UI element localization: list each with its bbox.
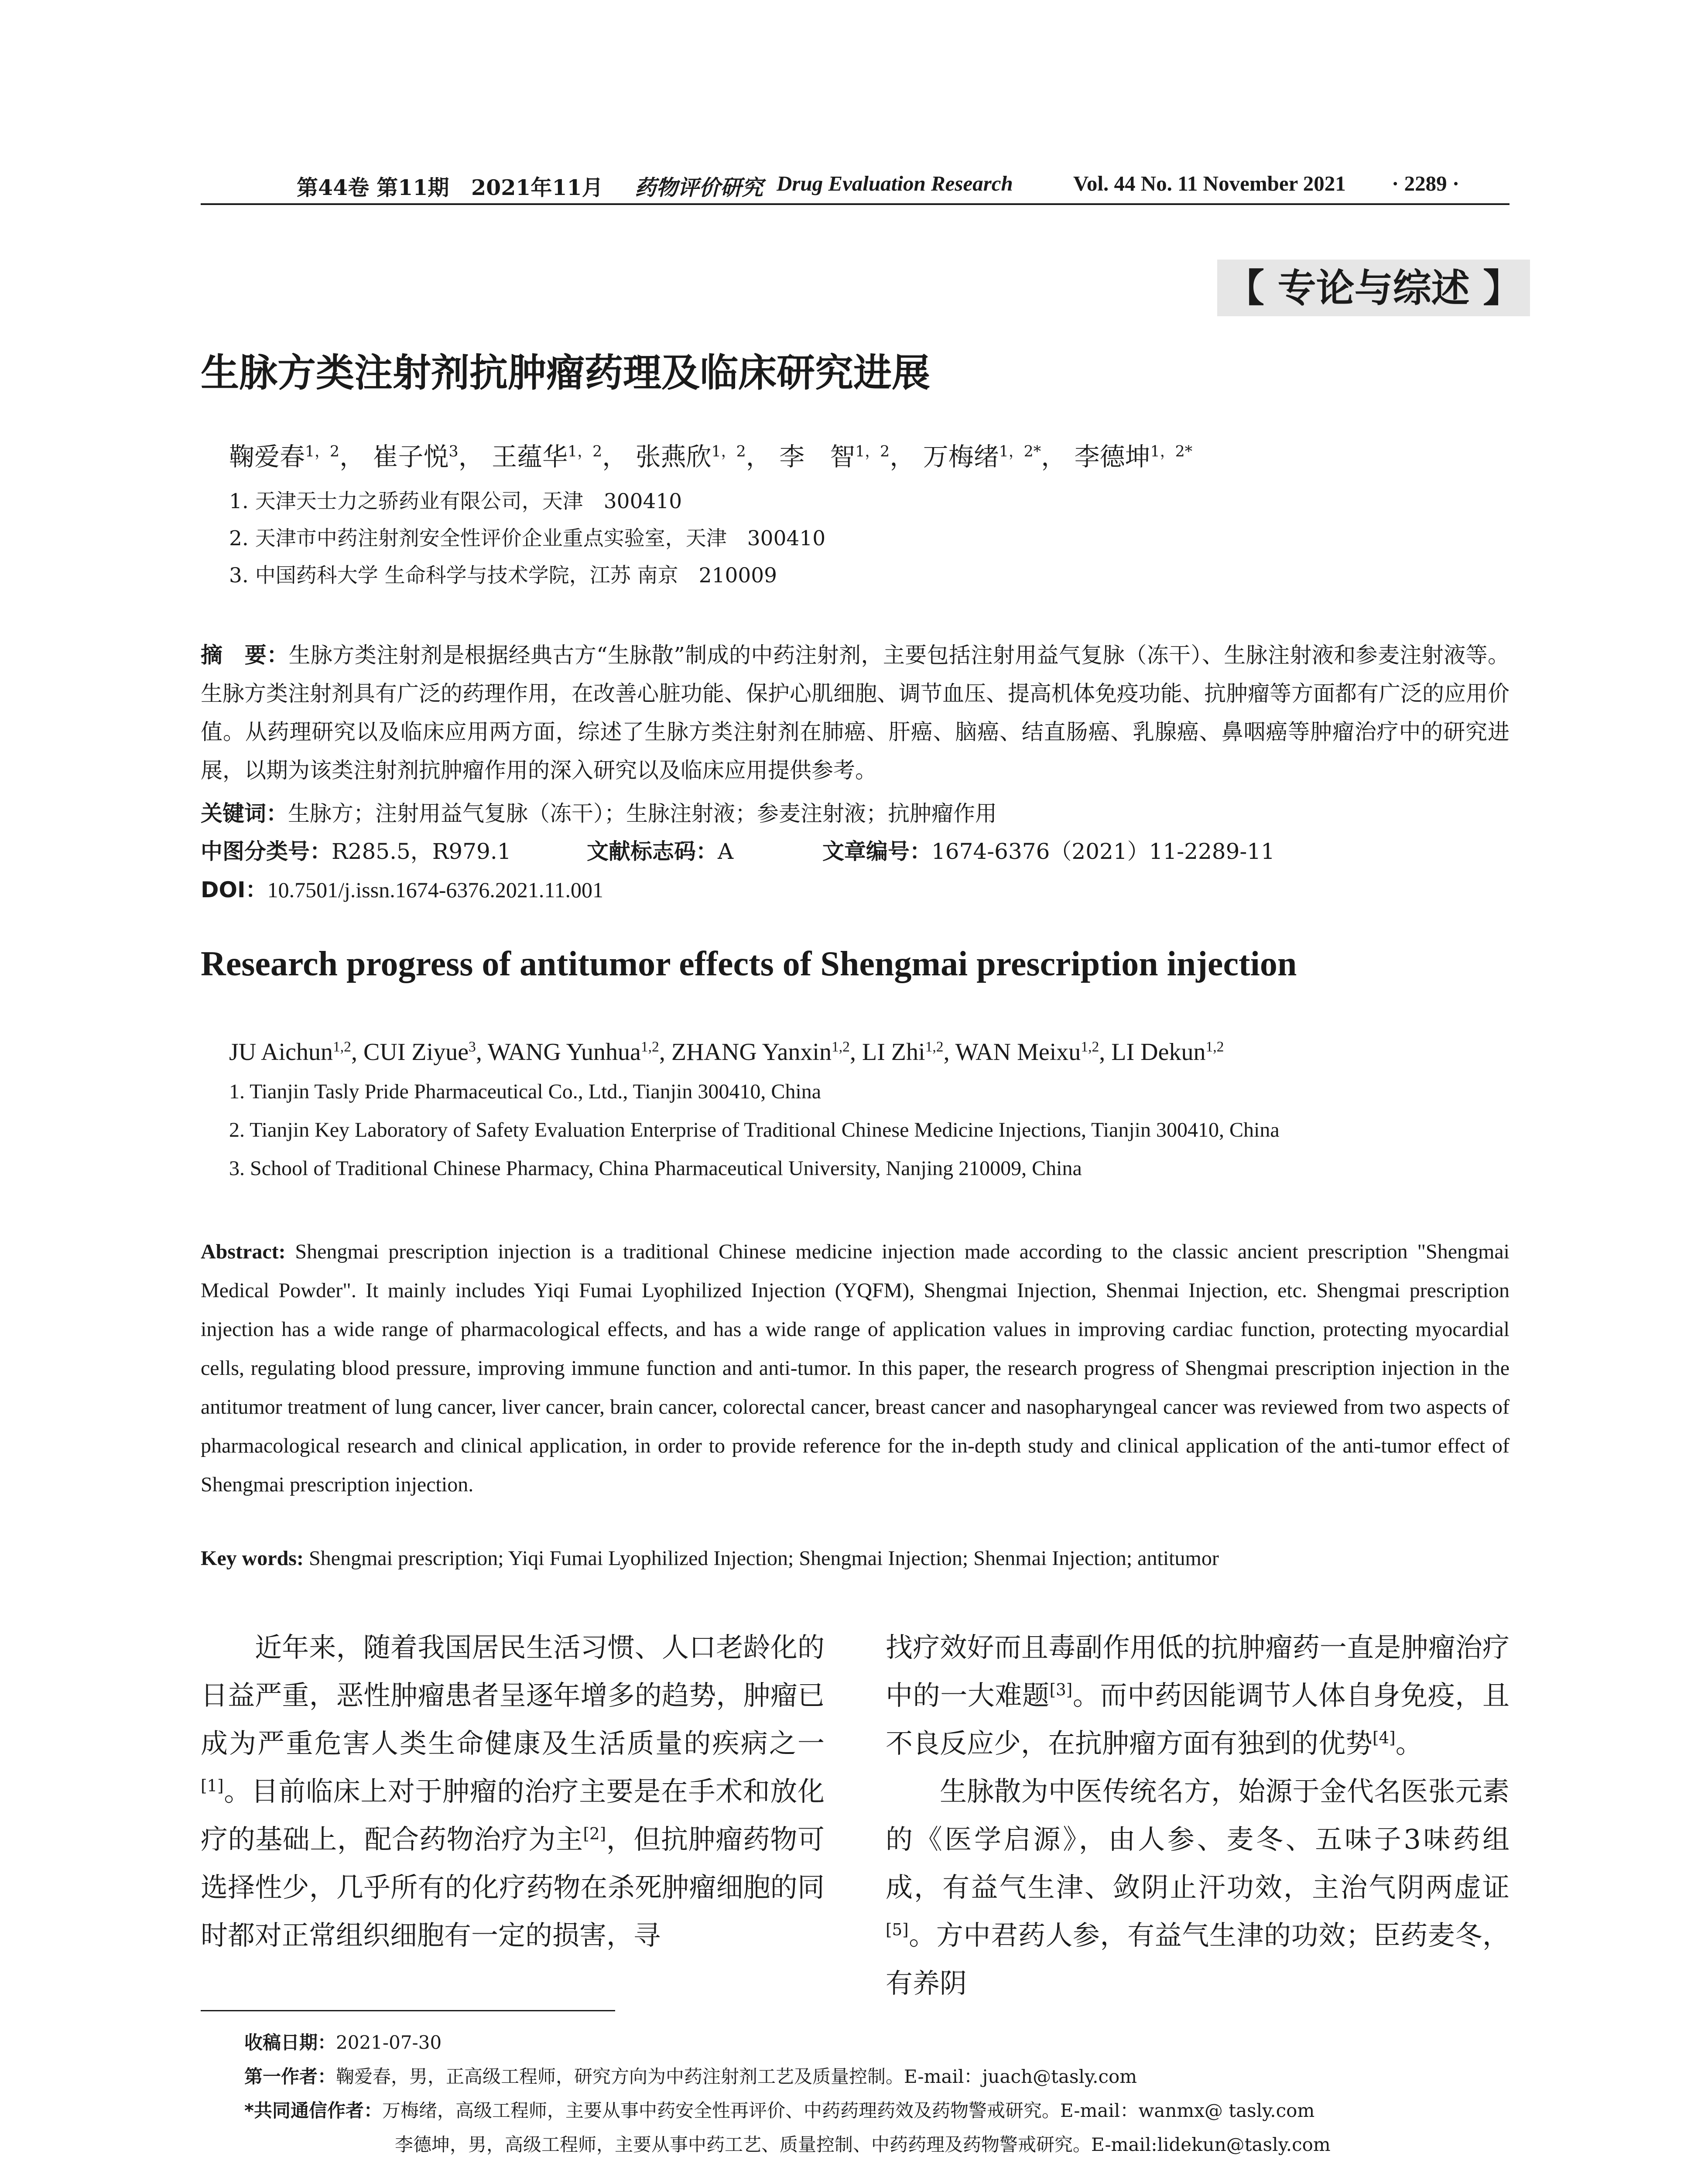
header-journal-en: Drug Evaluation Research (777, 171, 1013, 195)
article-title-cn: 生脉方类注射剂抗肿瘤药理及临床研究进展 (201, 350, 931, 395)
running-header (201, 171, 1509, 202)
authors-cn: 鞠爱春$^{1,2}$， 崔子悦$^3$， 王蕴华$^{1,2}$， 张燕欣$^{1,2}$， 李 智$^{1,2}$， 万梅绪$^{1,2*}$， 李德坤$^{1,2*}$ (229, 442, 1193, 472)
affiliation-en-1: 1. Tianjin Tasly Pride Pharmaceutical Co., Ltd., Tianjin 300410, China (229, 1080, 821, 1103)
keywords-en (201, 1546, 1219, 1570)
author-en: WAN Meixu (955, 1039, 1081, 1066)
authors-en: JU Aichun$^{1,2}$, CUI Ziyue$^3$, WANG Yunhua$^{1,2}$, ZHANG Yanxin$^{1,2}$, LI Zhi$^{1,2}$, WAN Meixu$^{1,2}$, LI Dekun$^{1,2}$ (229, 1039, 1224, 1066)
body-column-right (886, 1624, 1509, 2007)
body-paragraph: 找疗效好而且毒副作用低的抗肿瘤药一直是肿瘤治疗中的一大难题[3]。而中药因能调节人体自身免疫，且不良反应少，在抗肿瘤方面有独到的优势[4]。 (886, 1631, 1509, 1759)
abstract-en (201, 1232, 1509, 1504)
author-en: LI Zhi (862, 1039, 925, 1066)
doc-code (587, 834, 733, 865)
author-cn: 李德坤 (1074, 442, 1150, 472)
footnote-first-author (244, 2062, 1137, 2089)
footnote-received (244, 2028, 442, 2055)
author-cn: 鞠爱春 (229, 442, 305, 472)
affiliation-en-2: 2. Tianjin Key Laboratory of Safety Evaluation Enterprise of Traditional Chinese Medicine Injections, Tianjin 300410, China (229, 1118, 1280, 1142)
citation: [3] (1049, 1680, 1073, 1699)
footnote-corresponding-2: 李德坤，男，高级工程师，主要从事中药工艺、质量控制、中药药理及药物警戒研究。E-mail:lidekun@tasly.com (395, 2134, 1331, 2155)
author-cn: 李 智 (779, 442, 856, 472)
clc-label: 中图分类号： (201, 839, 332, 864)
author-en: ZHANG Yanxin (671, 1039, 832, 1066)
header-date-cn: 2021年11月 (471, 175, 603, 200)
journal-logo-cn: 药物评价研究 (635, 175, 763, 200)
footnote-rule (201, 2010, 615, 2011)
affiliation-en-3: 3. School of Traditional Chinese Pharmacy, China Pharmaceutical University, Nanjing 210009, China (229, 1157, 1082, 1180)
first-author-label: 第一作者： (244, 2066, 336, 2087)
header-vol-issue-en: Vol. 44 No. 11 November 2021 (1073, 171, 1346, 195)
abstract-en-text: Shengmai prescription injection is a traditional Chinese medicine injection made according to the classic ancient prescription "Shengmai Medical Powder". It mainly includes Yiqi Fumai Lyophilized Injection (YQFM), Shengmai Injection, Shenmai Injection, etc. Shengmai prescription injection has a wide range of pharmacological effects, and has a wide range of application values in improving cardiac function, protecting myocardial cells, regulating blood pressure, improving immune function and anti-tumor. In this paper, the research progress of Shengmai prescription injection in the antitumor treatment of lung cancer, liver cancer, brain cancer, colorectal cancer, breast cancer and nasopharyngeal cancer was reviewed from two aspects of pharmacological research and clinical application, in order to provide reference for the in-depth study and clinical application of the anti-tumor effect of Shengmai prescription injection. (201, 1240, 1510, 1496)
keywords-en-label: Key words: (201, 1547, 304, 1570)
header-rule (201, 203, 1509, 205)
author-en: LI Dekun (1111, 1039, 1206, 1066)
affiliation-cn-2: 2. 天津市中药注射剂安全性评价企业重点实验室，天津 300410 (229, 526, 826, 550)
author-cn: 崔子悦 (373, 442, 449, 472)
classification-line (201, 834, 511, 865)
keywords-en-text: Shengmai prescription; Yiqi Fumai Lyophilized Injection; Shengmai Injection; Shenmai Injection; antitumor (308, 1547, 1219, 1570)
clc-value: R285.5，R979.1 (332, 839, 511, 864)
affiliation-cn-3: 3. 中国药科大学 生命科学与技术学院，江苏 南京 210009 (229, 564, 777, 588)
section-tag: 【 专论与综述 】 (1217, 260, 1530, 316)
author-cn: 王蕴华 (492, 442, 568, 472)
header-page-number: · 2289 · (1392, 171, 1460, 195)
doi-label: DOI： (201, 877, 267, 902)
citation: [5] (886, 1920, 909, 1939)
author-en: JU Aichun (229, 1039, 333, 1066)
received-label: 收稿日期： (244, 2032, 336, 2053)
body-paragraph: 生脉散为中医传统名方，始源于金代名医张元素的《医学启源》，由人参、麦冬、五味子3味药组成，有益气生津、敛阴止汗功效，主治气阴两虚证[5]。方中君药人参，有益气生津的功效；臣药麦冬，有养阴 (886, 1775, 1509, 1999)
author-en: CUI Ziyue (363, 1039, 469, 1066)
received-value: 2021-07-30 (336, 2032, 442, 2053)
article-title-en: Research progress of antitumor effects of Shengmai prescription injection (201, 945, 1297, 983)
doc-code-value: A (718, 839, 734, 864)
keywords-cn-text: 生脉方；注射用益气复脉（冻干）；生脉注射液；参麦注射液；抗肿瘤作用 (288, 801, 997, 826)
first-author-value: 鞠爱春，男，正高级工程师，研究方向为中药注射剂工艺及质量控制。E-mail：juach@tasly.com (336, 2066, 1137, 2087)
citation: [1] (201, 1776, 224, 1795)
abstract-cn-text: 生脉方类注射剂是根据经典古方“生脉散”制成的中药注射剂，主要包括注射用益气复脉（冻干）、生脉注射液和参麦注射液等。生脉方类注射剂具有广泛的药理作用，在改善心脏功能、保护心肌细胞、调节血压、提高机体免疫功能、抗肿瘤等方面都有广泛的应用价值。从药理研究以及临床应用两方面，综述了生脉方类注射剂在肺癌、肝癌、脑癌、结直肠癌、乳腺癌、鼻咽癌等肿瘤治疗中的研究进展，以期为该类注射剂抗肿瘤作用的深入研究以及临床应用提供参考。 (201, 643, 1509, 783)
header-vol-issue-cn: 第44卷 第11期 (297, 175, 449, 200)
corresponding-label: *共同通信作者： (244, 2100, 382, 2121)
citation: [2] (583, 1824, 606, 1843)
doi-line (201, 872, 603, 904)
article-number-label: 文章编号： (822, 839, 931, 864)
citation: [4] (1373, 1728, 1396, 1747)
keywords-cn-label: 关键词： (201, 801, 288, 826)
article-number (822, 834, 1275, 865)
abstract-cn-label: 摘 要： (201, 643, 289, 668)
author-cn: 万梅绪 (923, 442, 999, 472)
article-number-value: 1674-6376（2021）11-2289-11 (931, 839, 1275, 864)
body-column-left (201, 1624, 825, 1959)
doc-code-label: 文献标志码： (587, 839, 718, 864)
footnote-corresponding (244, 2096, 1314, 2123)
affiliation-cn-1: 1. 天津天士力之骄药业有限公司，天津 300410 (229, 489, 682, 513)
body-paragraph: 近年来，随着我国居民生活习惯、人口老龄化的日益严重，恶性肿瘤患者呈逐年增多的趋势，肿瘤已成为严重危害人类生命健康及生活质量的疾病之一[1]。目前临床上对于肿瘤的治疗主要是在手术和放化疗的基础上，配合药物治疗为主[2]，但抗肿瘤药物可选择性少，几乎所有的化疗药物在杀死肿瘤细胞的同时都对正常组织细胞有一定的损害，寻 (201, 1631, 825, 1951)
author-en: WANG Yunhua (487, 1039, 641, 1066)
abstract-en-label: Abstract: (201, 1240, 286, 1263)
author-cn: 张燕欣 (635, 442, 712, 472)
corresponding-value-1: 万梅绪，高级工程师，主要从事中药安全性再评价、中药药理药效及药物警戒研究。E-mail：wanmx@ tasly.com (382, 2100, 1315, 2121)
doi-value: 10.7501/j.issn.1674-6376.2021.11.001 (267, 878, 604, 902)
keywords-cn (201, 796, 997, 827)
abstract-cn (201, 636, 1509, 790)
